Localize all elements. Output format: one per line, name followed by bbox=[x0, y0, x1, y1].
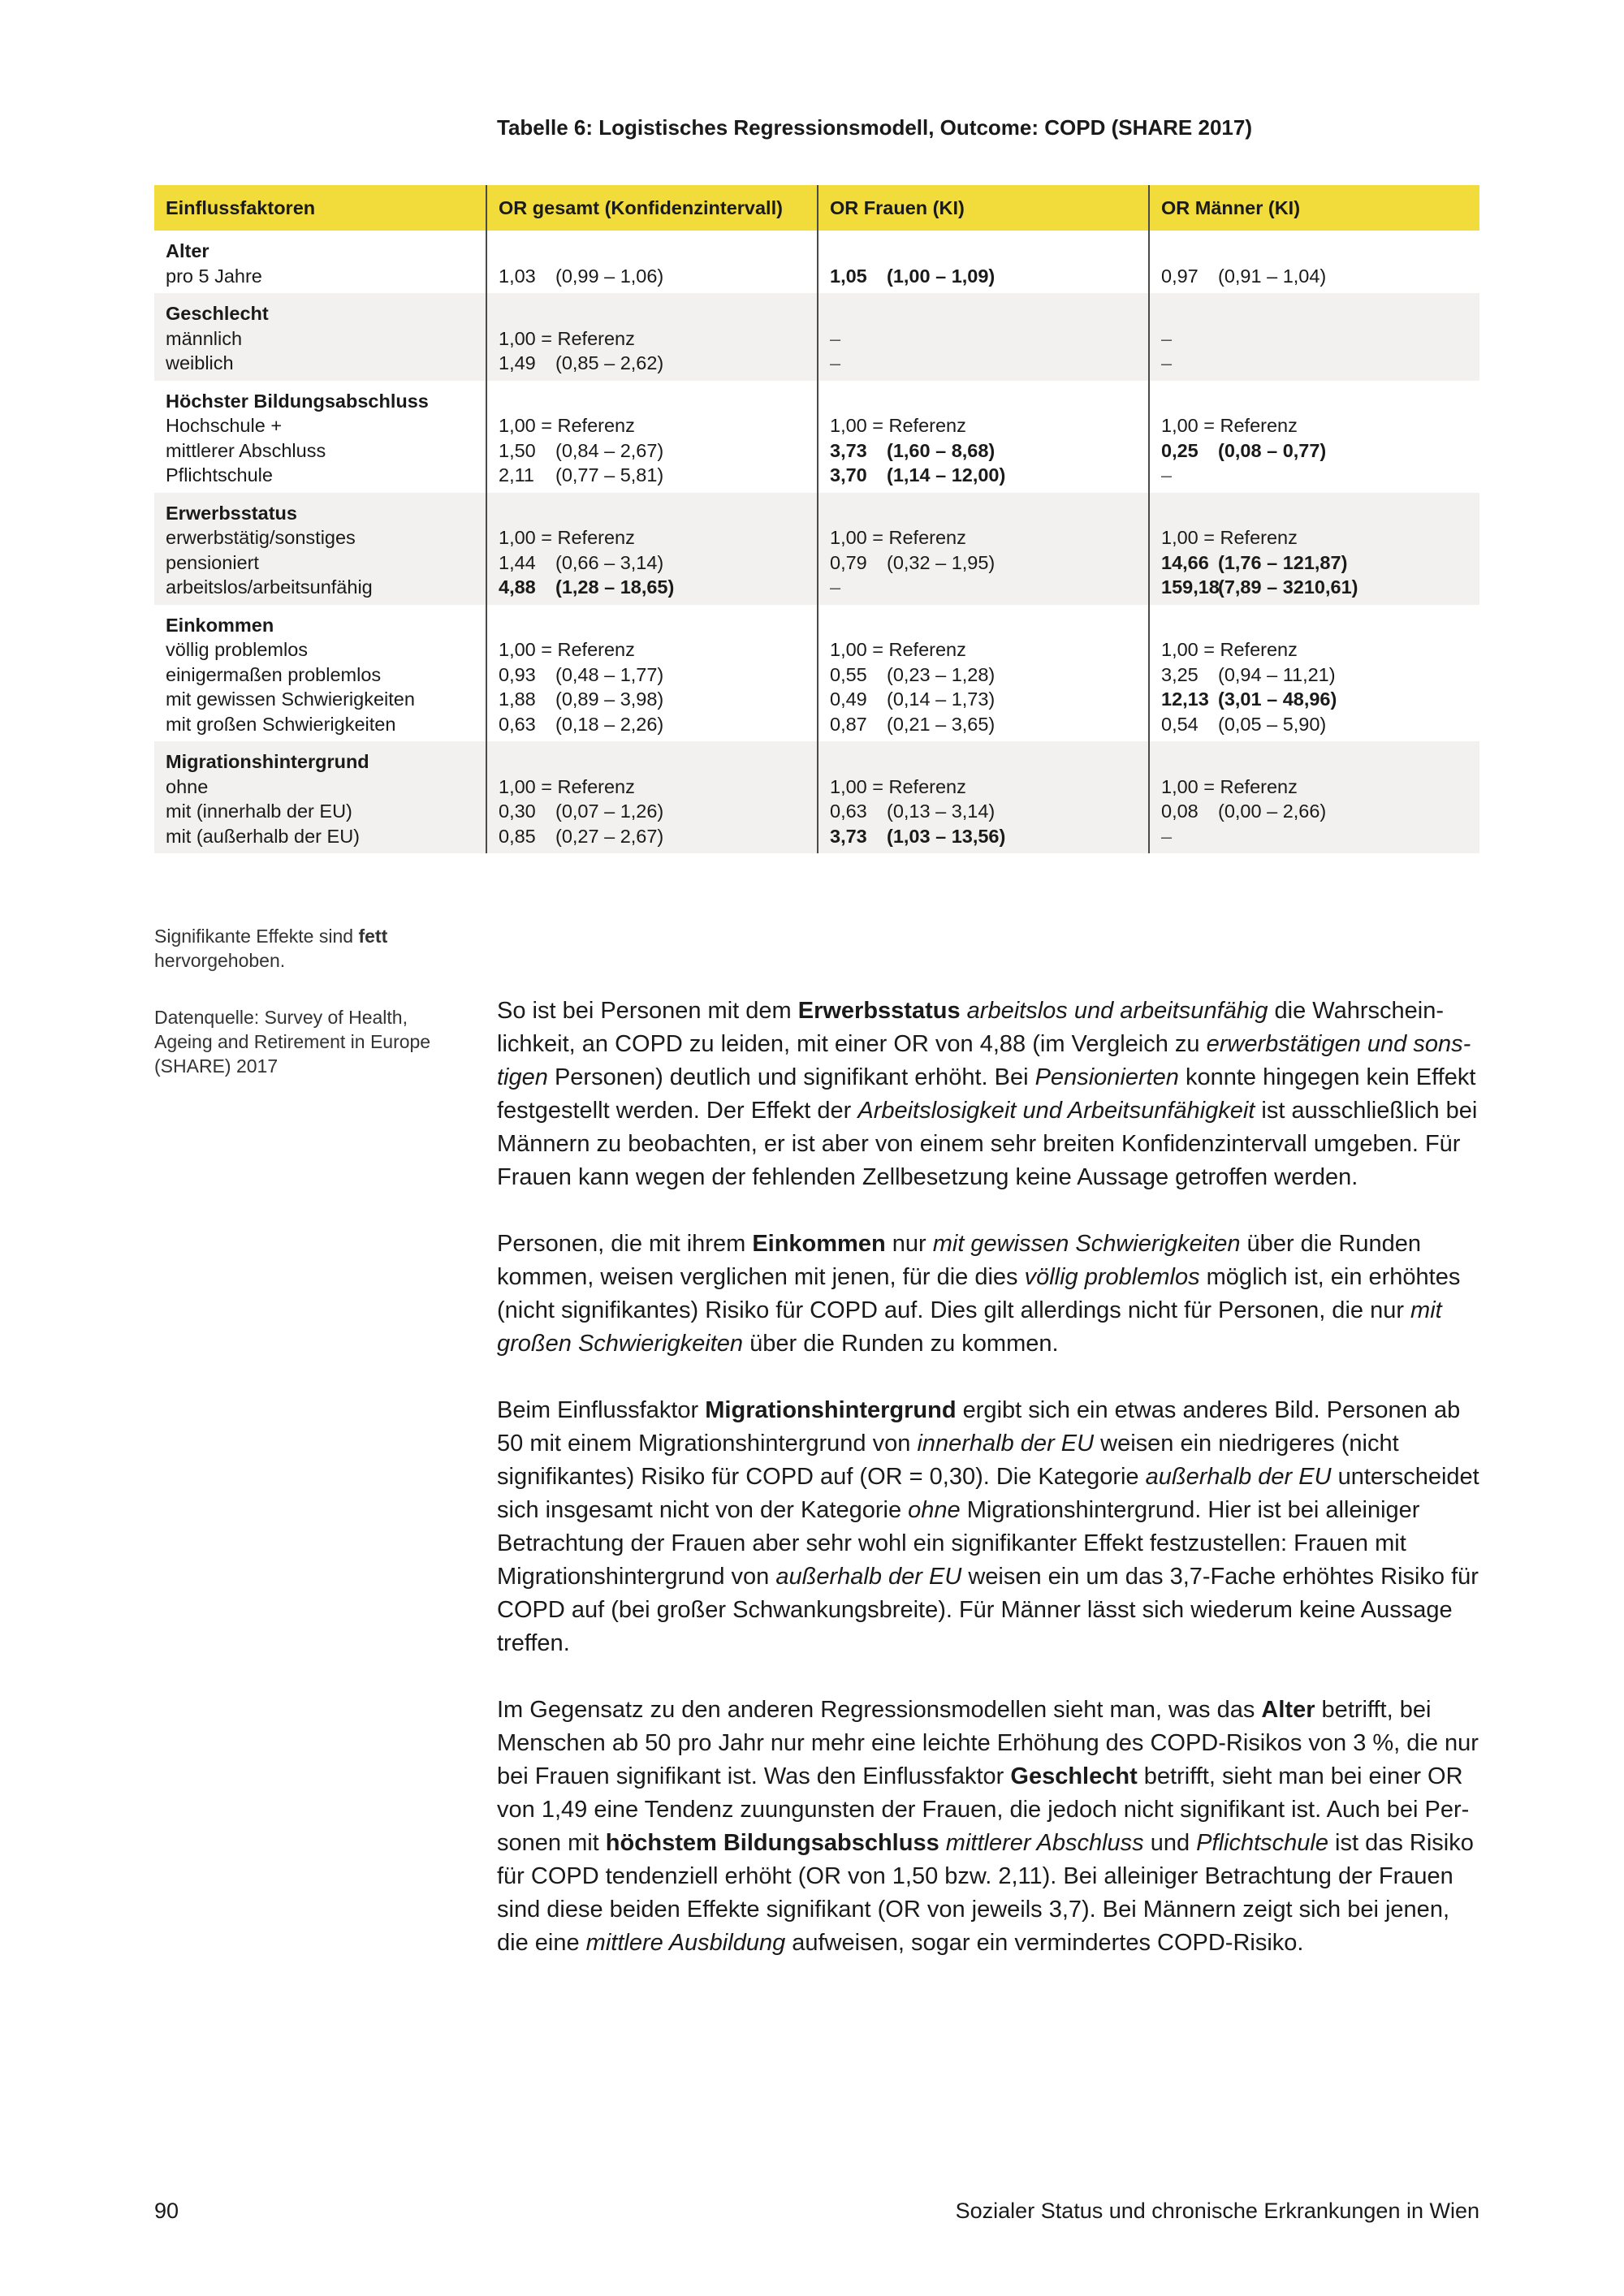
or-cell-frauen bbox=[818, 381, 1149, 493]
or-value bbox=[499, 575, 806, 600]
odds-ratio: 3,25 bbox=[1161, 663, 1199, 685]
factor-cell bbox=[154, 741, 486, 853]
factor-category: Hochschule + bbox=[166, 415, 283, 436]
factor-category: mit (außerhalb der EU) bbox=[166, 825, 360, 847]
table-group-row bbox=[154, 493, 1479, 605]
or-value bbox=[499, 438, 806, 464]
header-or-gesamt: OR gesamt (Konfidenzintervall) bbox=[486, 185, 818, 231]
text-run: So ist bei Personen mit dem bbox=[497, 998, 798, 1024]
odds-ratio: 0,55 bbox=[830, 663, 867, 685]
or-value bbox=[499, 712, 806, 737]
text-run: und bbox=[1143, 1830, 1197, 1856]
or-value bbox=[499, 351, 806, 376]
or-value bbox=[830, 463, 1137, 488]
text-run: Personen) deutlich und signifikant erhöht. Bei bbox=[547, 1064, 1035, 1090]
text-run: ergibt sich ein etwas anderes Bild. Personen ab 50 mit einem Migrationshintergrund von bbox=[497, 1397, 1461, 1457]
odds-ratio: 12,13 bbox=[1161, 688, 1209, 710]
confidence-interval: (0,91 – 1,04) bbox=[1218, 265, 1327, 287]
or-cell-frauen bbox=[818, 293, 1149, 381]
italic-term: Pflichtschule bbox=[1196, 1830, 1328, 1856]
odds-ratio: 0,87 bbox=[830, 713, 867, 735]
confidence-interval: (0,23 – 1,28) bbox=[887, 663, 996, 685]
confidence-interval: (0,27 – 2,67) bbox=[555, 825, 664, 847]
significance-note-prefix: Signifikante Effekte sind bbox=[154, 926, 359, 947]
factor-category: ohne bbox=[166, 775, 209, 797]
or-cell-gesamt bbox=[486, 493, 818, 605]
table-header-row bbox=[154, 185, 1479, 231]
or-cell-maenner bbox=[1149, 231, 1479, 293]
italic-term: mit großen Schwierigkeiten bbox=[497, 1297, 1442, 1357]
header-or-maenner: OR Männer (KI) bbox=[1149, 185, 1479, 231]
or-value bbox=[499, 799, 806, 824]
bold-term: Einkommen bbox=[752, 1231, 886, 1257]
text-run: betrifft, sieht man bei einer OR von 1,49 eine Tendenz zuungunsten der Frauen, die jedoch nicht signifikant ist. Auch bei Personen mit bbox=[497, 1763, 1470, 1856]
or-value bbox=[1161, 662, 1468, 688]
text-run: weisen ein niedrigeres (nicht signifikantes) Risiko für COPD auf (OR = 0,30). Die Kategorie bbox=[497, 1431, 1399, 1490]
odds-ratio: 0,79 bbox=[830, 551, 867, 573]
header-or-frauen: OR Frauen (KI) bbox=[818, 185, 1149, 231]
odds-ratio: 0,49 bbox=[830, 688, 867, 710]
or-value bbox=[830, 799, 1137, 824]
or-value bbox=[830, 438, 1137, 464]
odds-ratio: 0,93 bbox=[499, 663, 536, 685]
odds-ratio: 3,70 bbox=[830, 464, 867, 486]
or-value bbox=[1161, 264, 1468, 289]
text-run: Beim Einflussfaktor bbox=[497, 1397, 706, 1423]
odds-ratio: 1,88 bbox=[499, 688, 536, 710]
factor-category: arbeitslos/arbeitsunfähig bbox=[166, 576, 373, 598]
factor-category: mit gewissen Schwierigkeiten bbox=[166, 688, 415, 710]
odds-ratio: 0,25 bbox=[1161, 439, 1199, 461]
or-cell-maenner bbox=[1149, 381, 1479, 493]
significance-note bbox=[154, 924, 455, 973]
or-value: – bbox=[1161, 464, 1173, 486]
factor-category: Pflichtschule bbox=[166, 464, 273, 486]
factor-title: Höchster Bildungsabschluss bbox=[166, 390, 429, 412]
factor-category: erwerbstätig/sonstiges bbox=[166, 527, 356, 548]
factor-category: einigermaßen problemlos bbox=[166, 663, 382, 685]
confidence-interval: (0,21 – 3,65) bbox=[887, 713, 996, 735]
or-value: 1,00 = Referenz bbox=[1161, 415, 1298, 436]
or-value: – bbox=[830, 327, 841, 349]
text-run: ist ausschließlich bei Männern zu beobachten, er ist aber von einem sehr breiten Konfidenzintervall umgeben. Für Frauen kann wegen der fehlenden Zellbesetzung keine Aussage getroffen werden. bbox=[497, 1098, 1478, 1190]
confidence-interval: (0,00 – 2,66) bbox=[1218, 801, 1327, 822]
or-value: 1,00 = Referenz bbox=[830, 527, 966, 548]
factor-category: mit (innerhalb der EU) bbox=[166, 801, 352, 822]
confidence-interval: (7,89 – 3210,61) bbox=[1218, 576, 1358, 598]
italic-term: innerhalb der EU bbox=[917, 1431, 1095, 1457]
confidence-interval: (3,01 – 48,96) bbox=[1218, 688, 1337, 710]
confidence-interval: (0,99 – 1,06) bbox=[555, 265, 664, 287]
italic-term: Arbeitslosigkeit und Arbeitsunfähigkeit bbox=[857, 1098, 1255, 1124]
text-run: aufweisen, sogar ein vermindertes COPD-Risiko. bbox=[785, 1930, 1304, 1956]
text-run: betrifft, bei Menschen ab 50 pro Jahr nur mehr eine leichte Erhöhung des COPD-Risikos von 3 %, die nur bei Frauen signifikant ist. Was den Einflussfaktor bbox=[497, 1697, 1479, 1789]
factor-title: Einkommen bbox=[166, 614, 274, 636]
odds-ratio: 159,18 bbox=[1161, 576, 1220, 598]
odds-ratio: 1,05 bbox=[830, 265, 867, 287]
or-value bbox=[830, 712, 1137, 737]
factor-cell bbox=[154, 293, 486, 381]
or-value bbox=[499, 264, 806, 289]
or-value: 1,00 = Referenz bbox=[830, 639, 966, 660]
odds-ratio: 4,88 bbox=[499, 576, 536, 598]
or-value bbox=[499, 824, 806, 849]
or-value: 1,00 = Referenz bbox=[830, 415, 966, 436]
odds-ratio: 1,03 bbox=[499, 265, 536, 287]
factor-category: weiblich bbox=[166, 352, 234, 373]
text-run: möglich ist, ein erhöhtes (nicht signifikantes) Risiko für COPD auf. Dies gilt allerdings nicht für Personen, die nur bbox=[497, 1264, 1461, 1323]
confidence-interval: (0,08 – 0,77) bbox=[1218, 439, 1327, 461]
italic-term: völlig problemlos bbox=[1024, 1264, 1200, 1290]
or-cell-gesamt bbox=[486, 231, 818, 293]
odds-ratio: 0,54 bbox=[1161, 713, 1199, 735]
or-value bbox=[830, 687, 1137, 712]
confidence-interval: (0,77 – 5,81) bbox=[555, 464, 664, 486]
text-run: unterscheidet sich insgesamt nicht von der Kategorie bbox=[497, 1464, 1479, 1523]
confidence-interval: (1,03 – 13,56) bbox=[887, 825, 1006, 847]
text-run: ist das Risiko für COPD tendenziell erhöht (OR von 1,50 bzw. 2,11). Bei alleiniger Betrachtung der Frauen sind diese beiden Effekte signifikant (OR von jeweils 3,7). Bei Männern zeigt sich bei jenen, die eine bbox=[497, 1830, 1474, 1956]
odds-ratio: 2,11 bbox=[499, 464, 534, 486]
or-value: 1,00 = Referenz bbox=[499, 327, 635, 349]
factor-category: mit großen Schwierigkeiten bbox=[166, 713, 396, 735]
odds-ratio: 1,50 bbox=[499, 439, 536, 461]
bold-term: höchstem Bildungsabschluss bbox=[605, 1830, 939, 1856]
table-group-row bbox=[154, 231, 1479, 293]
text-run: Im Gegensatz zu den anderen Regressionsmodellen sieht man, was das bbox=[497, 1697, 1262, 1723]
bold-term: Geschlecht bbox=[1010, 1763, 1138, 1789]
italic-term: mit gewissen Schwierigkeiten bbox=[932, 1231, 1241, 1257]
body-text bbox=[497, 995, 1479, 1993]
confidence-interval: (1,60 – 8,68) bbox=[887, 439, 996, 461]
odds-ratio: 1,44 bbox=[499, 551, 536, 573]
or-value: 1,00 = Referenz bbox=[499, 775, 635, 797]
confidence-interval: (0,13 – 3,14) bbox=[887, 801, 996, 822]
table-group-row bbox=[154, 293, 1479, 381]
confidence-interval: (0,85 – 2,62) bbox=[555, 352, 664, 373]
or-value: 1,00 = Referenz bbox=[1161, 639, 1298, 660]
factor-cell bbox=[154, 493, 486, 605]
confidence-interval: (0,32 – 1,95) bbox=[887, 551, 996, 573]
confidence-interval: (0,84 – 2,67) bbox=[555, 439, 664, 461]
italic-term: mittlere Ausbildung bbox=[585, 1930, 786, 1956]
or-value: 1,00 = Referenz bbox=[499, 415, 635, 436]
or-cell-gesamt bbox=[486, 381, 818, 493]
page-number: 90 bbox=[154, 2199, 179, 2223]
odds-ratio: 14,66 bbox=[1161, 551, 1209, 573]
factor-cell bbox=[154, 231, 486, 293]
data-source-note: Datenquelle: Survey of Health, Ageing and Retirement in Europe (SHARE) 2017 bbox=[154, 1007, 431, 1077]
significance-note-bold: fett bbox=[358, 926, 388, 947]
confidence-interval: (0,94 – 11,21) bbox=[1218, 663, 1336, 685]
text-run: weisen ein um das 3,7-Fache erhöhtes Risiko für COPD auf (bei großer Schwankungsbreite). Für Männer lässt sich wiederum keine Aussage treffen. bbox=[497, 1564, 1479, 1656]
confidence-interval: (1,14 – 12,00) bbox=[887, 464, 1006, 486]
factor-category: mittlerer Abschluss bbox=[166, 439, 326, 461]
odds-ratio: 0,30 bbox=[499, 801, 536, 822]
factor-category: männlich bbox=[166, 327, 243, 349]
or-cell-maenner bbox=[1149, 293, 1479, 381]
factor-title: Migrationshintergrund bbox=[166, 751, 369, 772]
italic-term: mittlerer Abschluss bbox=[945, 1830, 1144, 1856]
odds-ratio: 0,63 bbox=[830, 801, 867, 822]
confidence-interval: (0,66 – 3,14) bbox=[555, 551, 664, 573]
bold-term: Erwerbsstatus bbox=[797, 998, 961, 1024]
or-value bbox=[1161, 438, 1468, 464]
odds-ratio: 0,97 bbox=[1161, 265, 1199, 287]
or-cell-maenner bbox=[1149, 493, 1479, 605]
odds-ratio: 1,49 bbox=[499, 352, 536, 373]
body-paragraph bbox=[497, 995, 1479, 1194]
or-value: – bbox=[830, 352, 841, 373]
or-value: 1,00 = Referenz bbox=[830, 775, 966, 797]
or-cell-frauen bbox=[818, 605, 1149, 742]
odds-ratio: 0,85 bbox=[499, 825, 536, 847]
or-value bbox=[830, 550, 1137, 576]
confidence-interval: (0,07 – 1,26) bbox=[555, 801, 664, 822]
italic-term: Pensionierten bbox=[1034, 1064, 1179, 1090]
odds-ratio: 3,73 bbox=[830, 825, 867, 847]
significance-note-suffix: hervorgehoben. bbox=[154, 950, 286, 971]
confidence-interval: (1,28 – 18,65) bbox=[555, 576, 675, 598]
confidence-interval: (0,18 – 2,26) bbox=[555, 713, 664, 735]
italic-term: außerhalb der EU bbox=[775, 1564, 962, 1590]
or-value: – bbox=[830, 576, 841, 598]
or-cell-gesamt bbox=[486, 293, 818, 381]
text-run: nur bbox=[885, 1231, 933, 1257]
table-group-row bbox=[154, 381, 1479, 493]
confidence-interval: (1,00 – 1,09) bbox=[887, 265, 996, 287]
or-value: 1,00 = Referenz bbox=[499, 639, 635, 660]
or-cell-frauen bbox=[818, 231, 1149, 293]
factor-title: Erwerbsstatus bbox=[166, 502, 297, 524]
or-value bbox=[1161, 799, 1468, 824]
body-paragraph bbox=[497, 1694, 1479, 1960]
factor-title: Geschlecht bbox=[166, 303, 269, 324]
text-run: die Wahrscheinlichkeit, an COPD zu leiden, mit einer OR von 4,88 (im Vergleich zu bbox=[497, 998, 1444, 1057]
table-group-row bbox=[154, 741, 1479, 853]
factor-category: pensioniert bbox=[166, 551, 259, 573]
header-einflussfaktoren: Einflussfaktoren bbox=[154, 185, 486, 231]
body-paragraph bbox=[497, 1394, 1479, 1660]
body-paragraph bbox=[497, 1228, 1479, 1361]
table-caption: Tabelle 6: Logistisches Regressionsmodell, Outcome: COPD (SHARE 2017) bbox=[497, 115, 1252, 140]
or-cell-frauen bbox=[818, 493, 1149, 605]
or-value bbox=[499, 662, 806, 688]
or-value: – bbox=[1161, 327, 1173, 349]
or-value bbox=[830, 824, 1137, 849]
factor-cell bbox=[154, 381, 486, 493]
or-value: – bbox=[1161, 352, 1173, 373]
text-run: konnte hingegen kein Effekt festgestellt werden. Der Effekt der bbox=[497, 1064, 1476, 1124]
or-cell-maenner bbox=[1149, 741, 1479, 853]
regression-table bbox=[154, 185, 1479, 853]
or-value: – bbox=[1161, 825, 1173, 847]
or-value bbox=[1161, 575, 1468, 600]
bold-term: Alter bbox=[1261, 1697, 1315, 1723]
odds-ratio: 0,08 bbox=[1161, 801, 1199, 822]
text-run: über die Runden kommen, weisen verglichen mit jenen, für die dies bbox=[497, 1231, 1421, 1290]
or-cell-frauen bbox=[818, 741, 1149, 853]
italic-term: außerhalb der EU bbox=[1145, 1464, 1332, 1490]
confidence-interval: (0,89 – 3,98) bbox=[555, 688, 664, 710]
confidence-interval: (0,14 – 1,73) bbox=[887, 688, 996, 710]
or-cell-gesamt bbox=[486, 741, 818, 853]
italic-term: erwerbstätigen und sonstigen bbox=[497, 1031, 1471, 1090]
odds-ratio: 0,63 bbox=[499, 713, 536, 735]
odds-ratio: 3,73 bbox=[830, 439, 867, 461]
or-value bbox=[830, 264, 1137, 289]
factor-category: pro 5 Jahre bbox=[166, 265, 262, 287]
confidence-interval: (0,48 – 1,77) bbox=[555, 663, 664, 685]
factor-cell bbox=[154, 605, 486, 742]
or-value: 1,00 = Referenz bbox=[499, 527, 635, 548]
or-value: 1,00 = Referenz bbox=[1161, 775, 1298, 797]
bold-term: Migrationshintergrund bbox=[705, 1397, 957, 1423]
or-cell-maenner bbox=[1149, 605, 1479, 742]
or-value bbox=[499, 463, 806, 488]
italic-term: arbeitslos und arbeitsunfähig bbox=[966, 998, 1268, 1024]
table-group-row bbox=[154, 605, 1479, 742]
text-run: Migrationshintergrund. Hier ist bei alleiniger Betrachtung der Frauen aber sehr wohl ein signifikanter Effekt festzustellen: Frauen mit Migrationshintergrund von bbox=[497, 1497, 1420, 1590]
running-title: Sozialer Status und chronische Erkrankungen in Wien bbox=[955, 2199, 1479, 2223]
confidence-interval: (1,76 – 121,87) bbox=[1218, 551, 1348, 573]
or-value bbox=[1161, 550, 1468, 576]
text-run: über die Runden zu kommen. bbox=[743, 1331, 1059, 1357]
text-run bbox=[961, 998, 967, 1024]
or-value bbox=[499, 687, 806, 712]
factor-category: völlig problemlos bbox=[166, 639, 309, 660]
or-value bbox=[1161, 687, 1468, 712]
or-value bbox=[499, 550, 806, 576]
confidence-interval: (0,05 – 5,90) bbox=[1218, 713, 1327, 735]
italic-term: ohne bbox=[908, 1497, 961, 1523]
text-run: Personen, die mit ihrem bbox=[497, 1231, 753, 1257]
or-cell-gesamt bbox=[486, 605, 818, 742]
text-run bbox=[939, 1830, 946, 1856]
factor-title: Alter bbox=[166, 240, 209, 261]
or-value: 1,00 = Referenz bbox=[1161, 527, 1298, 548]
or-value bbox=[830, 662, 1137, 688]
or-value bbox=[1161, 712, 1468, 737]
